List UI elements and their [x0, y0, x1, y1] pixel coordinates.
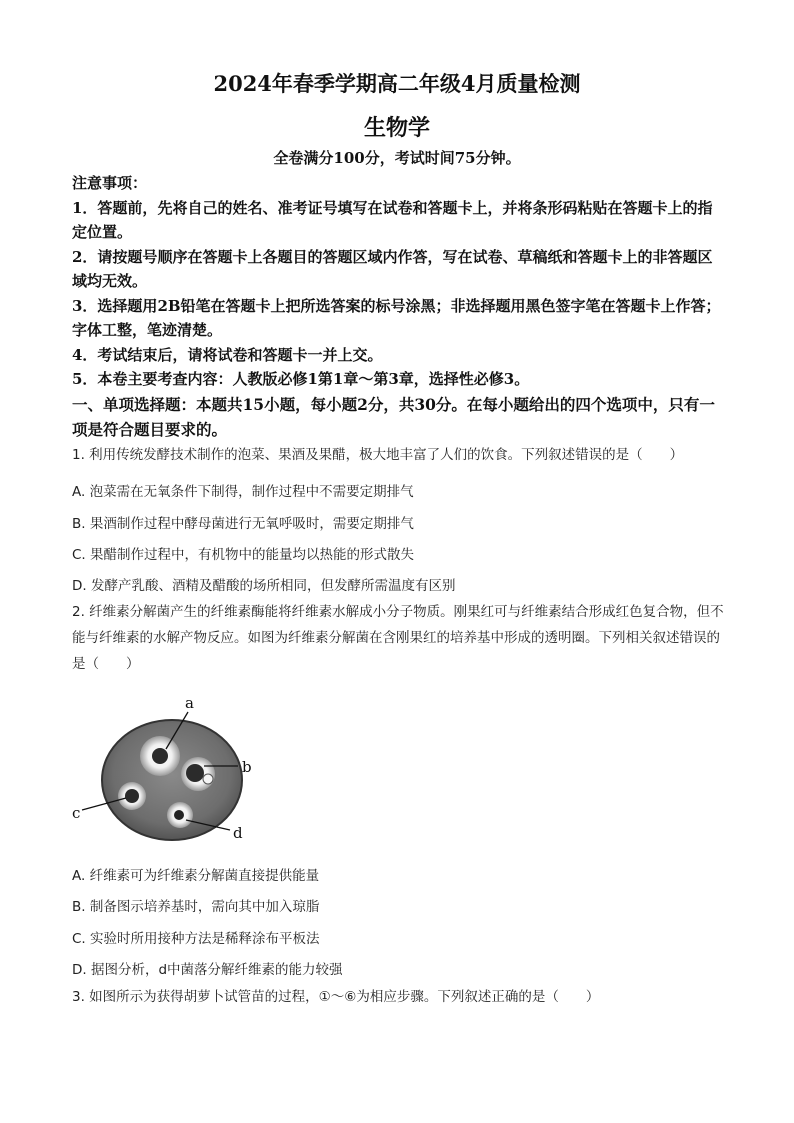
label-c: c — [72, 804, 81, 822]
colony-a — [152, 748, 168, 764]
exam-title: 2024年春季学期高二年级4月质量检测 — [213, 71, 581, 96]
notes-item: 5．本卷主要考查内容：人教版必修1第1章～第3章，选择性必修3。 — [72, 370, 530, 388]
notes-heading: 注意事项： — [72, 174, 148, 192]
question-1 — [72, 442, 724, 468]
subject-title: 生物学 — [363, 115, 430, 141]
colony-b-small — [203, 774, 213, 784]
notes-item: 4．考试结束后，请将试卷和答题卡一并上交。 — [72, 345, 383, 364]
option-c: C. 果醋制作过程中，有机物中的能量均以热能的形式散失 — [72, 547, 415, 563]
notes-item: 2．请按题号顺序在答题卡上各题目的答题区域内作答，写在试卷、草稿纸和答题卡上的非答题区域均无效。 — [72, 247, 713, 290]
label-b: b — [242, 758, 252, 776]
section-heading: 一、单项选择题：本题共15小题，每小题2分，共30分。在每小题给出的四个选项中，只有一项是符合题目要求的。 — [72, 395, 715, 439]
option-c: C. 实验时所用接种方法是稀释涂布平板法 — [72, 931, 320, 947]
label-d: d — [233, 824, 243, 842]
notes-item: 3．选择题用2B铅笔在答题卡上把所选答案的标号涂黑；非选择题用黑色签字笔在答题卡上作答；字体工整，笔迹清楚。 — [72, 296, 721, 339]
option-a: A. 纤维素可为纤维素分解菌直接提供能量 — [72, 868, 320, 884]
question-2 — [72, 599, 724, 677]
question-3 — [72, 984, 724, 1010]
notes-item: 1．答题前，先将自己的姓名、准考证号填写在试卷和答题卡上，并将条形码粘贴在答题卡上的指定位置。 — [72, 198, 713, 241]
label-a: a — [185, 694, 194, 712]
petri-dish-figure — [70, 694, 260, 844]
question-stem: 1. 利用传统发酵技术制作的泡菜、果酒及果醋，极大地丰富了人们的饮食。下列叙述错误的是（ ） — [72, 447, 684, 463]
notes-block — [72, 171, 724, 392]
exam-subtitle: 全卷满分100分，考试时间75分钟。 — [273, 149, 521, 167]
option-b: B. 果酒制作过程中酵母菌进行无氧呼吸时，需要定期排气 — [72, 516, 414, 532]
colony-c — [125, 789, 139, 803]
option-d: D. 发酵产乳酸、酒精及醋酸的场所相同，但发酵所需温度有区别 — [72, 578, 456, 594]
question-stem: 3. 如图所示为获得胡萝卜试管苗的过程，①～⑥为相应步骤。下列叙述正确的是（ ） — [72, 989, 600, 1005]
colony-b — [186, 764, 204, 782]
question-stem: 2. 纤维素分解菌产生的纤维素酶能将纤维素水解成小分子物质。刚果红可与纤维素结合形成红色复合物，但不能与纤维素的水解产物反应。如图为纤维素分解菌在含刚果红的培养基中形成的透明圈。下列相关叙述错误的是（ ） — [72, 604, 724, 672]
option-d: D. 据图分析，d中菌落分解纤维素的能力较强 — [72, 962, 343, 978]
option-b: B. 制备图示培养基时，需向其中加入琼脂 — [72, 899, 320, 915]
colony-d — [174, 810, 184, 820]
option-a: A. 泡菜需在无氧条件下制得，制作过程中不需要定期排气 — [72, 484, 414, 500]
